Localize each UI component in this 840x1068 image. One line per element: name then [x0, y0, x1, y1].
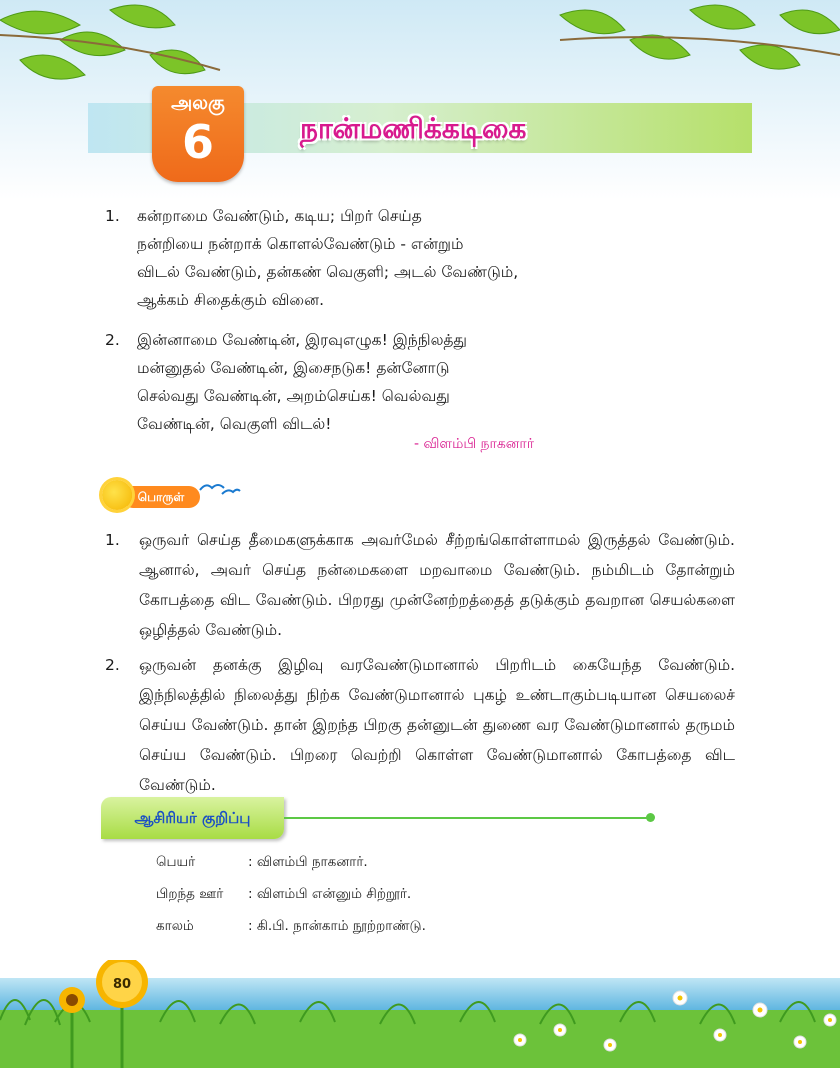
info-key: பெயர்	[156, 854, 196, 870]
unit-number: 6	[181, 115, 214, 169]
birds-icon	[198, 478, 242, 498]
verse-line: இன்னாமை வேண்டின், இரவுஎழுக! இந்நிலத்து	[137, 331, 467, 349]
leaves-decoration	[0, 0, 840, 110]
info-row-name	[156, 854, 368, 872]
verse-1	[105, 202, 518, 314]
unit-badge	[152, 86, 244, 182]
meaning-heading	[98, 478, 248, 518]
info-row-birthplace	[156, 886, 411, 904]
paragraph-number: 2.	[105, 656, 120, 674]
verse-line: ஆக்கம் சிதைக்கும் வினை.	[137, 291, 324, 309]
verse-line: விடல் வேண்டும், தன்கண் வெகுளி; அடல் வேண்டும்,	[137, 263, 519, 281]
info-value: : விளம்பி என்னும் சிற்றூர்.	[248, 886, 412, 902]
verse-line: செல்வது வேண்டின், அறம்செய்க! வெல்வது	[137, 387, 450, 405]
verse-number: 1.	[105, 207, 120, 225]
verse-line: வேண்டின், வெகுளி விடல்!	[137, 415, 332, 433]
verse-line: நன்றியை நன்றாக் கொளல்வேண்டும் - என்றும்	[137, 235, 464, 253]
paragraph-text: ஒருவன் தனக்கு இழிவு வரவேண்டுமானால் பிறரிடம் கையேந்த வேண்டும். இந்நிலத்தில் நிலைத்து நிற்க வேண்டுமானால் புகழ் உண்டாகும்படியான செயலைச் செய்ய வேண்டும். தான் இறந்த பிறகு தன்னுடன் துணை வர வேண்டுமானால் தருமம் செய்ய வேண்டும். பிறரை வெற்றி கொள்ள வேண்டுமானால் கோபத்தை விட வேண்டும்.	[139, 656, 735, 794]
verse-number: 2.	[105, 331, 120, 349]
poem-author: - விளம்பி நாகனார்	[414, 436, 535, 452]
info-value: : கி.பி. நான்காம் நூற்றாண்டு.	[248, 918, 426, 934]
verse-2	[105, 326, 467, 438]
unit-label: அலகு	[171, 92, 225, 114]
chapter-title: நான்மணிக்கடிகை	[300, 112, 527, 145]
teacher-note-divider	[284, 817, 650, 819]
paragraph-text: ஒருவர் செய்த தீமைகளுக்காக அவர்மேல் சீற்றங்கொள்ளாமல் இருத்தல் வேண்டும். ஆனால், அவர் செய்த நன்மைகளை மறவாமை வேண்டும். நம்மிடம் தோன்றும் கோபத்தை விட வேண்டும். பிறரது முன்னேற்றத்தைத் தடுக்கும் தவறான செயல்களை ஒழித்தல் வேண்டும்.	[139, 531, 735, 639]
verse-line: கன்றாமை வேண்டும், கடிய; பிறர் செய்த	[137, 207, 422, 225]
verse-line: மன்னுதல் வேண்டின், இசைநடுக! தன்னோடு	[137, 359, 450, 377]
page-number: 80	[112, 977, 132, 992]
teacher-note-divider-dot	[646, 813, 655, 822]
info-key: பிறந்த ஊர்	[156, 886, 224, 902]
info-key: காலம்	[156, 918, 194, 934]
info-value: : விளம்பி நாகனார்.	[248, 854, 368, 870]
paragraph-number: 1.	[105, 531, 120, 549]
info-row-period	[156, 918, 426, 936]
teacher-note-heading: ஆசிரியர் குறிப்பு	[101, 797, 284, 839]
sun-icon	[102, 480, 132, 510]
meaning-paragraph-2	[105, 650, 735, 800]
meaning-label: பொருள்	[122, 486, 200, 508]
meaning-paragraph-1	[105, 525, 735, 645]
